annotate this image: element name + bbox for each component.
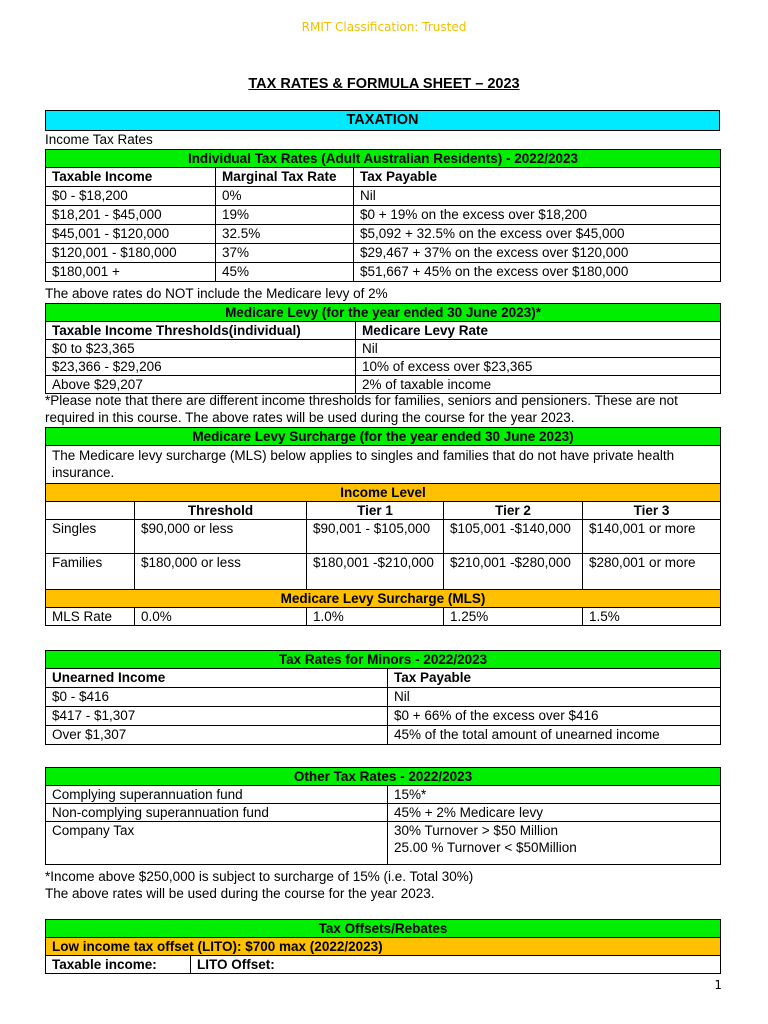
table-row [46,225,721,244]
mls-table [45,427,721,626]
medicare-levy-table [45,303,721,394]
note-line: The above rates will be used during the course for the year 2023. [45,886,435,901]
table-cell: 1.0% [307,608,444,626]
table-cell [388,822,721,865]
table-cell: 45% of the total amount of unearned income [388,726,721,745]
table-cell: 19% [216,206,354,225]
table-cell: 45% + 2% Medicare levy [388,804,721,822]
table-cell: Nil [356,340,721,358]
table-cell: Nil [388,688,721,707]
table-row [46,608,721,626]
table-row [46,822,721,865]
other-tax-table [45,767,721,865]
table-cell: $180,000 or less [135,554,307,590]
table-row [46,263,721,282]
table-cell: 2% of taxable income [356,376,721,394]
medicare-levy-title: Medicare Levy (for the year ended 30 June 2023)* [46,304,721,322]
note-line: *Please note that there are different income thresholds for families, seniors and pensioners. These are not [45,393,678,408]
mls-rate-header: Medicare Levy Surcharge (MLS) [46,590,721,608]
mls-title: Medicare Levy Surcharge (for the year ended 30 June 2023) [46,428,721,446]
offsets-table [45,919,721,974]
page-number: 1 [714,978,722,992]
table-cell: $0 - $18,200 [46,187,216,206]
table-header: Tax Payable [388,669,721,688]
table-cell: Above $29,207 [46,376,356,394]
table-row [46,358,721,376]
taxation-header: TAXATION [46,111,720,131]
table-header: Unearned Income [46,669,388,688]
table-cell: $140,001 or more [583,520,721,554]
table-row [46,688,721,707]
table-row [46,726,721,745]
table-header: Tier 1 [307,502,444,520]
table-cell: $29,467 + 37% on the excess over $120,000 [354,244,721,263]
table-cell: $210,001 -$280,000 [444,554,583,590]
table-cell: 1.25% [444,608,583,626]
table-header: LITO Offset: [191,956,721,974]
table-cell: $180,001 -$210,000 [307,554,444,590]
table-cell: $18,201 - $45,000 [46,206,216,225]
table-cell: 45% [216,263,354,282]
income-level-header: Income Level [46,484,721,502]
other-tax-title: Other Tax Rates - 2022/2023 [46,768,721,786]
table-cell: 1.5% [583,608,721,626]
table-header: Marginal Tax Rate [216,168,354,187]
table-cell: Over $1,307 [46,726,388,745]
table-cell: Non-complying superannuation fund [46,804,388,822]
table-cell: $280,001 or more [583,554,721,590]
table-cell: 0% [216,187,354,206]
taxation-banner [45,110,720,131]
income-tax-rates-label: Income Tax Rates [45,132,153,147]
table-header [46,502,135,520]
page-title: TAX RATES & FORMULA SHEET – 2023 [248,76,520,92]
table-cell: Nil [354,187,721,206]
table-cell: $0 + 19% on the excess over $18,200 [354,206,721,225]
table-cell: $90,000 or less [135,520,307,554]
table-row [46,554,721,590]
table-cell: Families [46,554,135,590]
table-cell: $23,366 - $29,206 [46,358,356,376]
table-header: Tax Payable [354,168,721,187]
table-cell: 32.5% [216,225,354,244]
table-row [46,206,721,225]
table-cell: 10% of excess over $23,365 [356,358,721,376]
table-header: Tier 3 [583,502,721,520]
company-tax-line: 30% Turnover > $50 Million [394,823,558,838]
table-row [46,786,721,804]
table-cell: $45,001 - $120,000 [46,225,216,244]
mls-description: The Medicare levy surcharge (MLS) below applies to singles and families that do not have private health insurance. [46,446,721,484]
table-cell: 15%* [388,786,721,804]
table-cell: 37% [216,244,354,263]
table-cell: $180,001 + [46,263,216,282]
table-header: Medicare Levy Rate [356,322,721,340]
note-line: *Income above $250,000 is subject to surcharge of 15% (i.e. Total 30%) [45,869,474,884]
table-cell: Company Tax [46,822,388,865]
individual-tax-table [45,149,721,282]
minors-tax-table [45,650,721,745]
table-header: Tier 2 [444,502,583,520]
note-line: required in this course. The above rates will be used during the course for the year 2023. [45,410,575,425]
table-row [46,244,721,263]
minors-title: Tax Rates for Minors - 2022/2023 [46,651,721,669]
individual-tax-title: Individual Tax Rates (Adult Australian Residents) - 2022/2023 [46,150,721,168]
table-cell: $0 - $416 [46,688,388,707]
table-row [46,187,721,206]
table-cell: $417 - $1,307 [46,707,388,726]
table-header: Taxable income: [46,956,191,974]
table-row [46,520,721,554]
company-tax-line: 25.00 % Turnover < $50Million [394,840,577,855]
classification-label: RMIT Classification: Trusted [301,20,467,34]
table-cell: $5,092 + 32.5% on the excess over $45,000 [354,225,721,244]
table-cell: MLS Rate [46,608,135,626]
table-cell: $105,001 -$140,000 [444,520,583,554]
table-cell: $90,001 - $105,000 [307,520,444,554]
table-cell: Complying superannuation fund [46,786,388,804]
table-cell: $51,667 + 45% on the excess over $180,000 [354,263,721,282]
table-header: Taxable Income Thresholds(individual) [46,322,356,340]
table-row [46,804,721,822]
table-row [46,707,721,726]
medicare-exclusion-note: The above rates do NOT include the Medicare levy of 2% [45,286,388,301]
table-header: Taxable Income [46,168,216,187]
table-cell: $0 to $23,365 [46,340,356,358]
table-cell: $120,001 - $180,000 [46,244,216,263]
table-cell: $0 + 66% of the excess over $416 [388,707,721,726]
lito-title: Low income tax offset (LITO): $700 max (2022/2023) [46,938,721,956]
table-row [46,376,721,394]
offsets-title: Tax Offsets/Rebates [46,920,721,938]
medicare-thresholds-note [45,392,725,426]
other-tax-note [45,868,725,902]
table-cell: Singles [46,520,135,554]
table-row [46,340,721,358]
table-header: Threshold [135,502,307,520]
table-cell: 0.0% [135,608,307,626]
